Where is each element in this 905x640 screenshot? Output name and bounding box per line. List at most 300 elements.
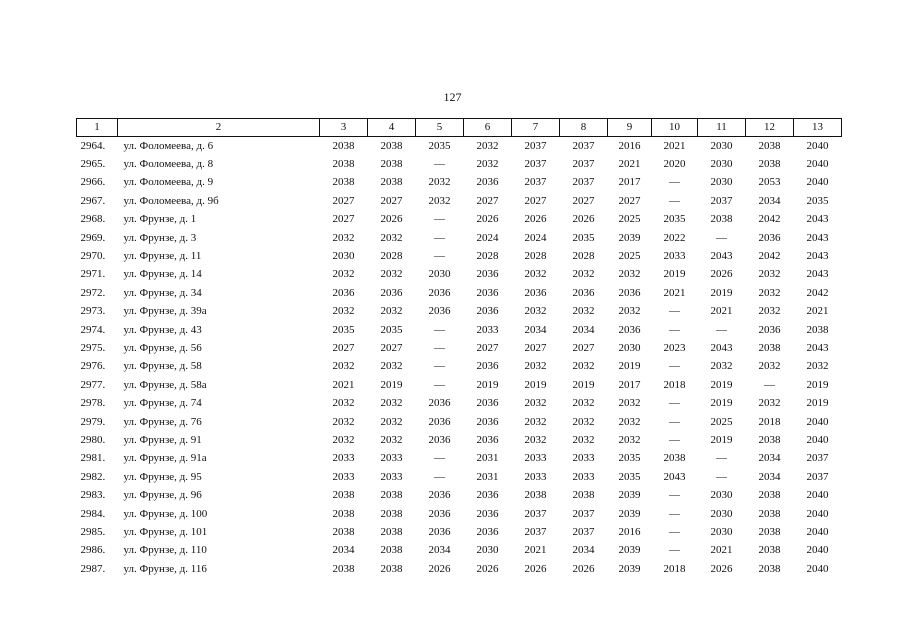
table-row xyxy=(77,505,842,523)
year-cell: 2038 xyxy=(380,158,403,171)
year-cell: 2022 xyxy=(663,231,686,244)
year-cell: 2037 xyxy=(806,470,829,483)
table-row xyxy=(77,284,842,302)
year-cell: 2032 xyxy=(332,360,355,373)
year-cell: 2038 xyxy=(380,507,403,520)
year-cell: 2040 xyxy=(806,562,829,575)
year-cell: 2019 xyxy=(710,397,733,410)
column-header: 8 xyxy=(560,119,608,137)
table-row xyxy=(77,394,842,412)
year-cell: 2032 xyxy=(572,360,595,373)
year-cell: 2037 xyxy=(524,176,547,189)
year-cell: 2026 xyxy=(710,268,733,281)
row-number: 2979. xyxy=(80,415,106,428)
year-cell: 2027 xyxy=(476,194,499,207)
year-cell: 2030 xyxy=(710,507,733,520)
table-row xyxy=(77,192,842,210)
year-cell: 2037 xyxy=(524,507,547,520)
year-cell: 2034 xyxy=(332,544,355,557)
year-cell: 2032 xyxy=(332,415,355,428)
year-cell: — xyxy=(764,378,775,391)
year-cell: 2038 xyxy=(332,158,355,171)
row-number: 2971. xyxy=(80,268,106,281)
year-cell: — xyxy=(669,194,680,207)
year-cell: 2036 xyxy=(428,525,451,538)
year-cell: 2019 xyxy=(524,378,547,391)
table-row xyxy=(77,560,842,578)
year-cell: 2038 xyxy=(758,158,781,171)
year-cell: 2027 xyxy=(476,341,499,354)
address-cell: ул. Фоломеева, д. 9 xyxy=(123,176,214,189)
year-cell: — xyxy=(669,415,680,428)
year-cell: 2038 xyxy=(806,323,829,336)
row-number: 2973. xyxy=(80,305,106,318)
address-cell: ул. Фоломеева, д. 9б xyxy=(123,194,219,207)
year-cell: 2032 xyxy=(758,305,781,318)
year-cell: 2043 xyxy=(710,341,733,354)
year-cell: 2028 xyxy=(380,250,403,263)
year-cell: 2033 xyxy=(572,470,595,483)
row-number: 2968. xyxy=(80,213,106,226)
year-cell: 2033 xyxy=(380,452,403,465)
year-cell: 2036 xyxy=(476,286,499,299)
year-cell: 2043 xyxy=(806,268,829,281)
row-number: 2969. xyxy=(80,231,106,244)
year-cell: 2039 xyxy=(618,507,641,520)
row-number: 2982. xyxy=(80,470,106,483)
year-cell: 2027 xyxy=(524,341,547,354)
year-cell: — xyxy=(716,470,727,483)
table-row xyxy=(77,303,842,321)
year-cell: — xyxy=(669,323,680,336)
year-cell: 2027 xyxy=(380,194,403,207)
year-cell: 2036 xyxy=(618,323,641,336)
year-cell: 2030 xyxy=(476,544,499,557)
year-cell: 2037 xyxy=(524,158,547,171)
year-cell: 2019 xyxy=(710,378,733,391)
year-cell: 2030 xyxy=(710,139,733,152)
year-cell: — xyxy=(716,231,727,244)
year-cell: 2034 xyxy=(758,452,781,465)
year-cell: 2036 xyxy=(476,176,499,189)
row-number: 2967. xyxy=(80,194,106,207)
year-cell: 2032 xyxy=(332,231,355,244)
year-cell: 2038 xyxy=(332,489,355,502)
year-cell: 2031 xyxy=(476,452,499,465)
year-cell: 2040 xyxy=(806,139,829,152)
address-cell: ул. Фоломеева, д. 6 xyxy=(123,139,214,152)
year-cell: 2019 xyxy=(806,397,829,410)
year-cell: 2038 xyxy=(380,139,403,152)
year-cell: 2036 xyxy=(428,397,451,410)
year-cell: 2038 xyxy=(332,507,355,520)
year-cell: 2040 xyxy=(806,415,829,428)
address-cell: ул. Фрунзе, д. 58 xyxy=(123,360,202,373)
address-cell: ул. Фрунзе, д. 116 xyxy=(123,562,207,575)
year-cell: — xyxy=(669,360,680,373)
address-cell: ул. Фрунзе, д. 34 xyxy=(123,286,202,299)
year-cell: 2028 xyxy=(524,250,547,263)
row-number: 2976. xyxy=(80,360,106,373)
year-cell: 2032 xyxy=(380,415,403,428)
year-cell: 2026 xyxy=(476,562,499,575)
year-cell: 2034 xyxy=(428,544,451,557)
year-cell: 2038 xyxy=(758,433,781,446)
year-cell: 2038 xyxy=(332,139,355,152)
year-cell: 2032 xyxy=(572,433,595,446)
column-header: 11 xyxy=(698,119,746,137)
year-cell: 2021 xyxy=(618,158,641,171)
year-cell: 2032 xyxy=(806,360,829,373)
year-cell: 2038 xyxy=(758,525,781,538)
year-cell: 2026 xyxy=(428,562,451,575)
year-cell: 2033 xyxy=(380,470,403,483)
year-cell: 2043 xyxy=(710,250,733,263)
year-cell: 2027 xyxy=(572,341,595,354)
address-cell: ул. Фрунзе, д. 95 xyxy=(123,470,202,483)
year-cell: 2034 xyxy=(572,544,595,557)
year-cell: — xyxy=(716,452,727,465)
year-cell: 2037 xyxy=(524,525,547,538)
year-cell: 2030 xyxy=(710,158,733,171)
year-cell: 2036 xyxy=(476,397,499,410)
year-cell: 2036 xyxy=(428,415,451,428)
year-cell: 2036 xyxy=(476,415,499,428)
year-cell: 2017 xyxy=(618,378,641,391)
year-cell: 2032 xyxy=(618,415,641,428)
year-cell: — xyxy=(434,158,445,171)
year-cell: 2026 xyxy=(572,562,595,575)
year-cell: 2035 xyxy=(618,470,641,483)
year-cell: 2032 xyxy=(380,433,403,446)
year-cell: 2032 xyxy=(380,397,403,410)
year-cell: 2025 xyxy=(710,415,733,428)
year-cell: 2032 xyxy=(476,139,499,152)
year-cell: 2027 xyxy=(332,213,355,226)
year-cell: — xyxy=(716,323,727,336)
year-cell: 2033 xyxy=(332,470,355,483)
year-cell: 2032 xyxy=(428,194,451,207)
year-cell: 2032 xyxy=(332,397,355,410)
year-cell: 2032 xyxy=(758,286,781,299)
year-cell: 2032 xyxy=(758,268,781,281)
address-cell: ул. Фрунзе, д. 96 xyxy=(123,489,202,502)
row-number: 2983. xyxy=(80,489,106,502)
year-cell: 2036 xyxy=(618,286,641,299)
year-cell: 2032 xyxy=(618,268,641,281)
year-cell: 2032 xyxy=(332,305,355,318)
year-cell: 2036 xyxy=(476,360,499,373)
address-cell: ул. Фрунзе, д. 101 xyxy=(123,525,208,538)
year-cell: 2032 xyxy=(524,268,547,281)
year-cell: 2037 xyxy=(572,507,595,520)
year-cell: 2042 xyxy=(806,286,829,299)
year-cell: 2035 xyxy=(663,213,686,226)
table-row xyxy=(77,486,842,504)
year-cell: 2038 xyxy=(663,452,686,465)
year-cell: 2025 xyxy=(618,213,641,226)
year-cell: 2018 xyxy=(663,378,686,391)
row-number: 2987. xyxy=(80,562,106,575)
row-number: 2970. xyxy=(80,250,106,263)
year-cell: 2033 xyxy=(572,452,595,465)
year-cell: — xyxy=(434,213,445,226)
year-cell: 2040 xyxy=(806,158,829,171)
year-cell: 2038 xyxy=(332,176,355,189)
year-cell: 2039 xyxy=(618,231,641,244)
table-row xyxy=(77,376,842,394)
header-row xyxy=(77,119,842,137)
year-cell: 2042 xyxy=(758,213,781,226)
table-row xyxy=(77,358,842,376)
year-cell: 2020 xyxy=(663,158,686,171)
table-row xyxy=(77,137,842,156)
year-cell: 2038 xyxy=(572,489,595,502)
year-cell: 2027 xyxy=(332,194,355,207)
year-cell: 2035 xyxy=(572,231,595,244)
row-number: 2977. xyxy=(80,378,106,391)
year-cell: — xyxy=(434,378,445,391)
column-header: 4 xyxy=(368,119,416,137)
year-cell: 2019 xyxy=(476,378,499,391)
year-cell: 2035 xyxy=(380,323,403,336)
address-cell: ул. Фрунзе, д. 39а xyxy=(123,305,207,318)
year-cell: 2038 xyxy=(380,544,403,557)
year-cell: 2034 xyxy=(758,194,781,207)
table-row xyxy=(77,542,842,560)
year-cell: 2037 xyxy=(806,452,829,465)
row-number: 2972. xyxy=(80,286,106,299)
year-cell: 2034 xyxy=(758,470,781,483)
address-cell: ул. Фрунзе, д. 43 xyxy=(123,323,202,336)
table-row xyxy=(77,468,842,486)
year-cell: 2036 xyxy=(758,323,781,336)
year-cell: 2033 xyxy=(524,470,547,483)
table-row xyxy=(77,413,842,431)
table-row xyxy=(77,174,842,192)
row-number: 2974. xyxy=(80,323,106,336)
year-cell: 2031 xyxy=(476,470,499,483)
year-cell: 2027 xyxy=(524,194,547,207)
year-cell: 2019 xyxy=(710,286,733,299)
year-cell: — xyxy=(669,305,680,318)
year-cell: 2021 xyxy=(524,544,547,557)
year-cell: 2019 xyxy=(618,360,641,373)
column-header: 2 xyxy=(118,119,320,137)
year-cell: 2036 xyxy=(476,305,499,318)
column-header: 9 xyxy=(608,119,652,137)
year-cell: 2038 xyxy=(380,489,403,502)
year-cell: 2032 xyxy=(332,268,355,281)
year-cell: 2038 xyxy=(758,562,781,575)
column-header: 6 xyxy=(464,119,512,137)
year-cell: 2019 xyxy=(710,433,733,446)
year-cell: 2034 xyxy=(524,323,547,336)
column-header: 1 xyxy=(77,119,118,137)
table-row xyxy=(77,155,842,173)
table-row xyxy=(77,450,842,468)
year-cell: 2028 xyxy=(476,250,499,263)
year-cell: 2030 xyxy=(618,341,641,354)
year-cell: — xyxy=(669,544,680,557)
year-cell: 2040 xyxy=(806,176,829,189)
year-cell: — xyxy=(434,341,445,354)
year-cell: 2019 xyxy=(380,378,403,391)
year-cell: 2043 xyxy=(806,250,829,263)
year-cell: 2032 xyxy=(618,433,641,446)
year-cell: 2035 xyxy=(428,139,451,152)
year-cell: 2021 xyxy=(663,139,686,152)
year-cell: 2040 xyxy=(806,489,829,502)
year-cell: 2034 xyxy=(572,323,595,336)
year-cell: 2040 xyxy=(806,525,829,538)
year-cell: 2028 xyxy=(572,250,595,263)
year-cell: 2038 xyxy=(332,525,355,538)
column-header: 12 xyxy=(746,119,794,137)
year-cell: 2027 xyxy=(618,194,641,207)
year-cell: 2032 xyxy=(618,305,641,318)
table-row xyxy=(77,339,842,357)
year-cell: 2024 xyxy=(476,231,499,244)
column-header: 7 xyxy=(512,119,560,137)
year-cell: 2038 xyxy=(758,139,781,152)
year-cell: 2035 xyxy=(618,452,641,465)
year-cell: 2036 xyxy=(428,305,451,318)
year-cell: 2038 xyxy=(758,544,781,557)
year-cell: — xyxy=(669,397,680,410)
year-cell: 2021 xyxy=(710,305,733,318)
year-cell: 2026 xyxy=(524,213,547,226)
year-cell: 2032 xyxy=(572,415,595,428)
year-cell: 2032 xyxy=(428,176,451,189)
year-cell: 2036 xyxy=(380,286,403,299)
year-cell: 2036 xyxy=(758,231,781,244)
year-cell: 2036 xyxy=(476,268,499,281)
year-cell: 2038 xyxy=(524,489,547,502)
year-cell: — xyxy=(434,231,445,244)
year-cell: 2030 xyxy=(332,250,355,263)
row-number: 2966. xyxy=(80,176,106,189)
year-cell: 2037 xyxy=(524,139,547,152)
year-cell: 2039 xyxy=(618,489,641,502)
year-cell: 2036 xyxy=(332,286,355,299)
row-number: 2980. xyxy=(80,433,106,446)
year-cell: 2032 xyxy=(524,305,547,318)
year-cell: 2043 xyxy=(806,213,829,226)
year-cell: 2036 xyxy=(476,525,499,538)
table-row xyxy=(77,247,842,265)
year-cell: 2032 xyxy=(758,397,781,410)
year-cell: 2032 xyxy=(380,305,403,318)
year-cell: 2038 xyxy=(710,213,733,226)
year-cell: — xyxy=(434,250,445,263)
year-cell: 2016 xyxy=(618,139,641,152)
table-row xyxy=(77,229,842,247)
year-cell: 2026 xyxy=(524,562,547,575)
address-cell: ул. Фрунзе, д. 3 xyxy=(123,231,197,244)
year-cell: 2025 xyxy=(618,250,641,263)
year-cell: 2019 xyxy=(663,268,686,281)
year-cell: 2032 xyxy=(524,415,547,428)
year-cell: 2027 xyxy=(380,341,403,354)
address-cell: ул. Фоломеева, д. 8 xyxy=(123,158,214,171)
year-cell: 2032 xyxy=(710,360,733,373)
year-cell: 2037 xyxy=(572,525,595,538)
year-cell: — xyxy=(669,525,680,538)
row-number: 2984. xyxy=(80,507,106,520)
year-cell: 2032 xyxy=(618,397,641,410)
year-cell: 2032 xyxy=(380,360,403,373)
row-number: 2986. xyxy=(80,544,106,557)
year-cell: 2021 xyxy=(663,286,686,299)
year-cell: 2039 xyxy=(618,562,641,575)
table-row xyxy=(77,431,842,449)
year-cell: 2033 xyxy=(476,323,499,336)
year-cell: — xyxy=(434,323,445,336)
year-cell: 2033 xyxy=(663,250,686,263)
column-header: 5 xyxy=(416,119,464,137)
table-body xyxy=(77,137,842,579)
year-cell: — xyxy=(669,176,680,189)
year-cell: 2019 xyxy=(572,378,595,391)
address-cell: ул. Фрунзе, д. 11 xyxy=(123,250,202,263)
year-cell: 2038 xyxy=(758,341,781,354)
year-cell: 2036 xyxy=(524,286,547,299)
year-cell: 2036 xyxy=(476,507,499,520)
year-cell: 2039 xyxy=(618,544,641,557)
address-cell: ул. Фрунзе, д. 76 xyxy=(123,415,202,428)
year-cell: 2038 xyxy=(380,525,403,538)
year-cell: 2018 xyxy=(758,415,781,428)
year-cell: 2043 xyxy=(806,231,829,244)
column-header: 3 xyxy=(320,119,368,137)
year-cell: — xyxy=(434,470,445,483)
year-cell: 2033 xyxy=(332,452,355,465)
address-cell: ул. Фрунзе, д. 56 xyxy=(123,341,202,354)
data-table xyxy=(76,118,842,578)
year-cell: 2043 xyxy=(806,341,829,354)
year-cell: 2032 xyxy=(572,268,595,281)
year-cell: 2040 xyxy=(806,507,829,520)
table-row xyxy=(77,266,842,284)
year-cell: 2036 xyxy=(476,433,499,446)
year-cell: 2026 xyxy=(710,562,733,575)
year-cell: 2026 xyxy=(572,213,595,226)
year-cell: 2038 xyxy=(758,489,781,502)
address-cell: ул. Фрунзе, д. 74 xyxy=(123,397,202,410)
year-cell: 2030 xyxy=(710,489,733,502)
year-cell: 2036 xyxy=(428,489,451,502)
year-cell: 2037 xyxy=(572,158,595,171)
year-cell: 2032 xyxy=(524,433,547,446)
year-cell: 2036 xyxy=(572,286,595,299)
year-cell: 2021 xyxy=(806,305,829,318)
year-cell: 2032 xyxy=(572,397,595,410)
year-cell: 2027 xyxy=(332,341,355,354)
year-cell: 2038 xyxy=(758,507,781,520)
year-cell: — xyxy=(669,433,680,446)
row-number: 2978. xyxy=(80,397,106,410)
year-cell: 2032 xyxy=(380,231,403,244)
year-cell: 2038 xyxy=(332,562,355,575)
year-cell: 2021 xyxy=(332,378,355,391)
row-number: 2975. xyxy=(80,341,106,354)
year-cell: 2036 xyxy=(428,286,451,299)
table-row xyxy=(77,321,842,339)
address-cell: ул. Фрунзе, д. 1 xyxy=(123,213,197,226)
year-cell: 2036 xyxy=(428,507,451,520)
address-cell: ул. Фрунзе, д. 110 xyxy=(123,544,207,557)
